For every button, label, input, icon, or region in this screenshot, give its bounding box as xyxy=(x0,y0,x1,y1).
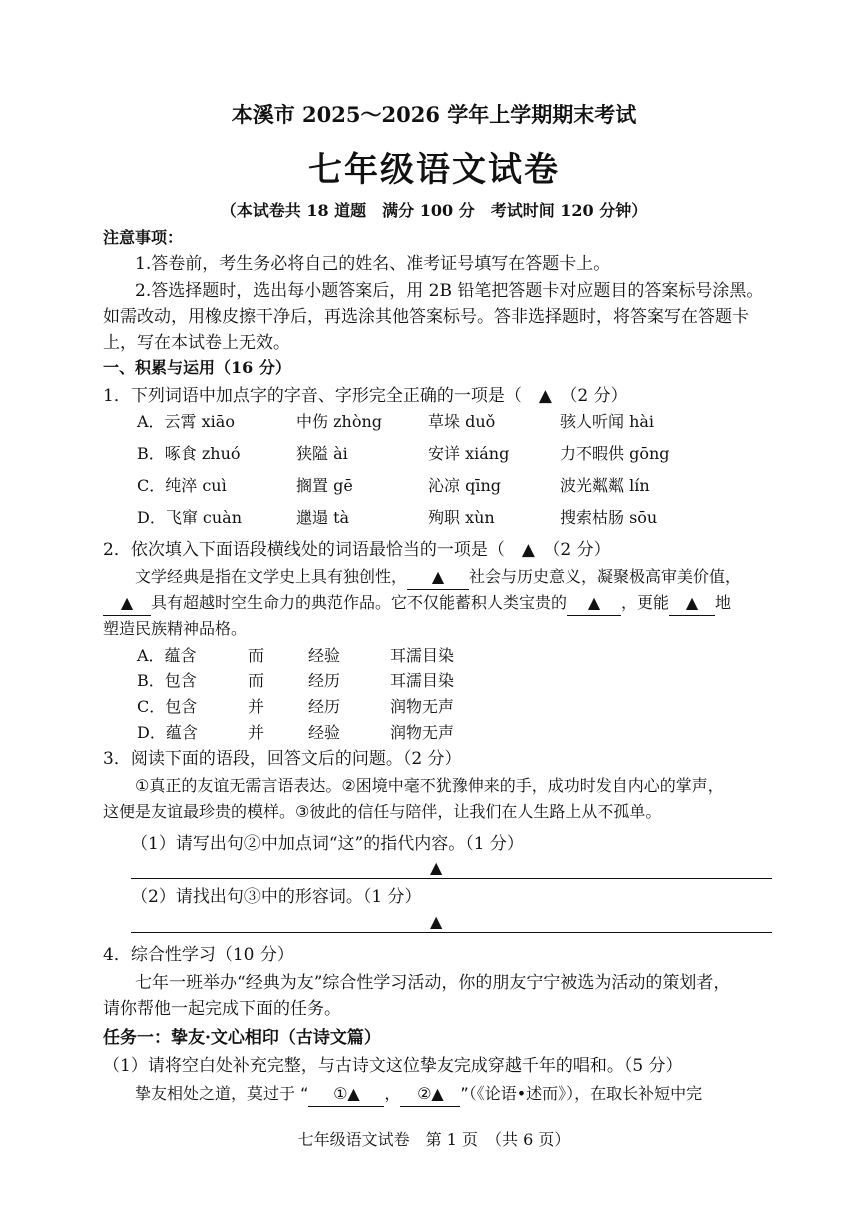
q3-passage-line-1: ①真正的友谊无需言语表达。②困境中毫不犹豫伸来的手，成功时发自内心的掌声， xyxy=(135,776,724,795)
q3-passage-line-2: 这便是友谊最珍贵的模样。③彼此的信任与陪伴，让我们在人生路上从不孤单。 xyxy=(103,802,662,821)
q1-option-d-word2: 邋遢 tà xyxy=(296,508,350,527)
q1-option-a: A．云霄 xiāo xyxy=(137,412,235,431)
q4-intro-line-1: 七年一班举办“经典为友”综合性学习活动，你的朋友宁宁被选为活动的策划者， xyxy=(135,973,731,993)
q2-passage-text-2b: ，更能 xyxy=(621,593,670,612)
q2-option-d: D．蕴含 xyxy=(137,723,198,742)
q1-option-c-word2: 搁置 gē xyxy=(296,476,353,495)
question-2-stem: 2．依次填入下面语段横线处的词语最恰当的一项是（ ▲ （2 分） xyxy=(103,540,611,560)
q3-answer-1-line[interactable] xyxy=(131,878,772,879)
q1-option-a-word4: 骇人听闻 hài xyxy=(560,412,655,431)
q2-option-b-word4: 耳濡目染 xyxy=(390,671,455,690)
section-heading: 一、积累与运用（16 分） xyxy=(103,358,291,377)
triangle-marker: ▲ xyxy=(431,567,445,586)
q2-blank-3 xyxy=(567,591,621,616)
q4-fill-text-b: ”（《论语•述而》），在取长补短中完 xyxy=(460,1084,703,1103)
q3-answer-2-marker: ▲ xyxy=(430,912,443,931)
q1-option-a-word3: 草垛 duǒ xyxy=(428,412,496,431)
q1-option-c-word3: 沁凉 qīng xyxy=(428,476,501,495)
q4-intro-line-2: 请你帮他一起完成下面的任务。 xyxy=(103,999,341,1019)
q2-option-a-word3: 经验 xyxy=(308,646,341,665)
notice-item-2-cont: 如需改动，用橡皮擦干净后，再选涂其他答案标号。答非选择题时，将答案写在答题卡 xyxy=(103,307,749,327)
q4-fill-line xyxy=(135,1082,702,1107)
q2-passage-text-2a: 具有超越时空生命力的典范作品。它不仅能蓄积人类宝贵的 xyxy=(151,593,568,612)
q2-option-a-word2: 而 xyxy=(248,646,265,665)
q2-option-c: C．包含 xyxy=(137,697,198,716)
q1-option-a-word2: 中伤 zhòng xyxy=(296,412,383,431)
q1-option-b-word4: 力不暇供 gōng xyxy=(560,444,670,463)
q3-sub-question-1: （1）请写出句②中加点词“这”的指代内容。（1 分） xyxy=(131,834,524,854)
q2-option-a: A．蕴含 xyxy=(137,646,197,665)
q2-option-b-word3: 经历 xyxy=(308,671,341,690)
notice-item-2: 2.答选择题时，选出每小题答案后，用 2B 铅笔把答题卡对应题目的答案标号涂黑。 xyxy=(135,281,764,301)
q1-option-d: D．飞窜 cuàn xyxy=(137,508,243,527)
q1-option-b: B．啄食 zhuó xyxy=(137,444,241,463)
notice-item-1: 1.答卷前，考生务必将自己的姓名、准考证号填写在答题卡上。 xyxy=(135,254,611,274)
q1-option-d-word3: 殉职 xùn xyxy=(428,508,495,527)
q2-option-d-word4: 润物无声 xyxy=(390,723,455,742)
q2-blank-1 xyxy=(407,565,469,590)
q3-answer-1-marker: ▲ xyxy=(430,858,443,877)
q2-passage-line-3: 塑造民族精神品格。 xyxy=(103,619,248,638)
q2-option-c-word4: 润物无声 xyxy=(390,697,455,716)
q4-fill-comma: ， xyxy=(384,1084,401,1103)
q3-sub-question-2: （2）请找出句③中的形容词。（1 分） xyxy=(131,887,422,907)
q4-blank-2[interactable]: ②▲ xyxy=(400,1082,460,1107)
q2-option-c-word3: 经历 xyxy=(308,697,341,716)
question-4-stem: 4．综合性学习（10 分） xyxy=(103,945,294,965)
q2-option-d-word2: 并 xyxy=(248,723,265,742)
q2-blank-2 xyxy=(103,591,151,616)
page-title: 七年级语文试卷 xyxy=(308,150,560,190)
q4-blank-1[interactable]: ①▲ xyxy=(308,1082,384,1107)
q2-option-b-word2: 而 xyxy=(248,671,265,690)
question-3-stem: 3．阅读下面的语段，回答文后的问题。（2 分） xyxy=(103,749,462,769)
q4-fill-text-a: 挚友相处之道，莫过于 “ xyxy=(135,1084,309,1103)
q2-passage-line-2 xyxy=(103,591,731,616)
q2-blank-4 xyxy=(669,591,715,616)
notice-heading: 注意事项： xyxy=(103,228,184,247)
q2-passage-text-1b: 社会与历史意义，凝聚极高审美价值， xyxy=(469,567,742,586)
q2-passage-line-1 xyxy=(135,565,741,590)
exam-info: （本试卷共 18 道题 满分 100 分 考试时间 120 分钟） xyxy=(220,201,648,220)
q2-passage-text-1a: 文学经典是指在文学史上具有独创性， xyxy=(135,567,408,586)
exam-name: 本溪市 2025～2026 学年上学期期末考试 xyxy=(231,102,637,127)
q4-task-1-heading: 任务一：挚友·文心相印（古诗文篇） xyxy=(103,1028,381,1048)
q2-option-d-word3: 经验 xyxy=(308,723,341,742)
question-1-stem: 1．下列词语中加点字的字音、字形完全正确的一项是（ ▲ （2 分） xyxy=(103,386,628,406)
triangle-marker: ▲ xyxy=(685,593,699,612)
q3-answer-2-line[interactable] xyxy=(131,932,772,933)
q1-option-d-word4: 搜索枯肠 sōu xyxy=(560,508,658,527)
q2-option-c-word2: 并 xyxy=(248,697,265,716)
notice-item-2-end: 上，写在本试卷上无效。 xyxy=(103,333,290,353)
q4-sub-question-1: （1）请将空白处补充完整，与古诗文这位挚友完成穿越千年的唱和。（5 分） xyxy=(103,1056,683,1076)
q2-option-a-word4: 耳濡目染 xyxy=(390,646,455,665)
q1-option-c: C．纯淬 cuì xyxy=(137,476,227,495)
q2-passage-text-2c: 地 xyxy=(715,593,732,612)
q1-option-b-word2: 狭隘 ài xyxy=(296,444,348,463)
triangle-marker: ▲ xyxy=(587,593,601,612)
q1-option-c-word4: 波光粼粼 lín xyxy=(560,476,650,495)
q2-option-b: B．包含 xyxy=(137,671,197,690)
q1-option-b-word3: 安详 xiáng xyxy=(428,444,510,463)
page-footer: 七年级语文试卷 第 1 页 （共 6 页） xyxy=(297,1130,571,1149)
triangle-marker: ▲ xyxy=(120,593,134,612)
